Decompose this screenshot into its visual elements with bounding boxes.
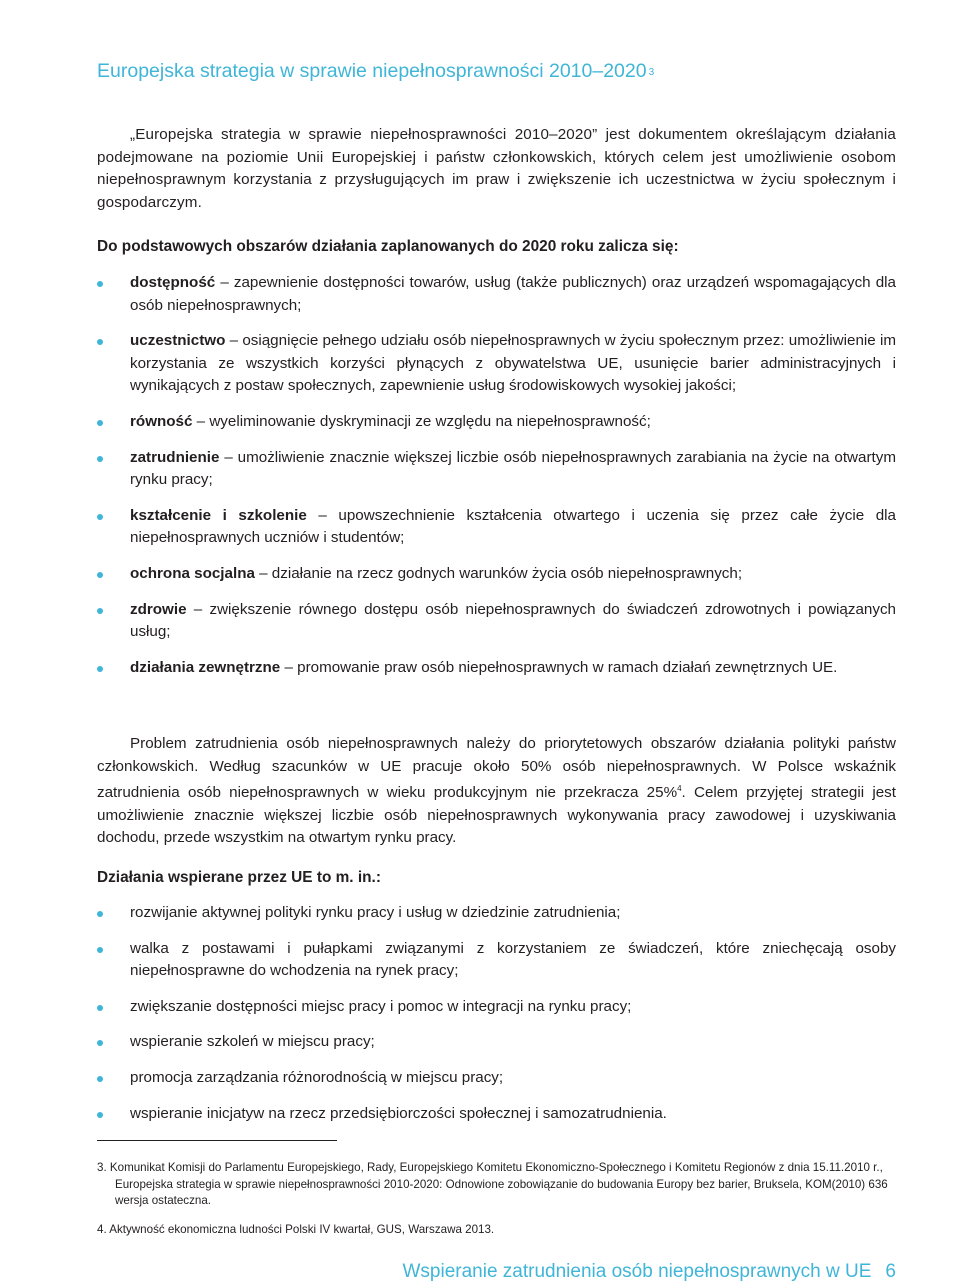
list-item [97,902,896,925]
bullet-icon [97,666,103,672]
bullet-icon [97,947,103,953]
bullet-icon [97,281,103,287]
bullet-icon [97,456,103,462]
page-title-text: Europejska strategia w sprawie niepełnosprawności 2010–2020 [97,60,647,82]
list-item [97,938,896,983]
bullet-icon [97,420,103,426]
employment-paragraph [97,733,896,850]
footnote-4: 4. Aktywność ekonomiczna ludności Polski IV kwartał, GUS, Warszawa 2013. [97,1223,495,1236]
employment-text-part2: . Celem przyjętej strategii jest umożliwienie znacznie większej liczbie osób niepełnosprawnych wykonywania pracy zawodowej i uzyskiwania dochodu, przede wszystkim na otwartym rynku pracy. [97,784,896,847]
bullet-icon [97,1112,103,1118]
area-term: równość [130,412,193,430]
list-item [97,563,896,586]
bullet-icon [97,572,103,578]
area-term: zdrowie [130,600,187,618]
area-term: dostępność [130,274,216,291]
area-desc: – zwiększenie równego dostępu osób niepełnosprawnych do świadczeń zdrowotnych i powiązanych usług; [130,600,896,641]
supported-list [97,902,896,1138]
page-number: 6 [885,1261,896,1282]
footer-title: Wspieranie zatrudnienia osób niepełnosprawnych w UE [402,1261,872,1282]
list-item [97,599,896,644]
supported-item-text: promocja zarządzania różnorodnością w miejscu pracy; [130,1068,504,1086]
area-term: ochrona socjalna [130,564,255,582]
list-item [97,330,896,398]
list-item [97,1031,896,1054]
list-item [97,996,896,1019]
bullet-icon [97,339,103,345]
list-item [97,505,896,550]
area-desc: – wyeliminowanie dyskryminacji ze względu na niepełnosprawność; [192,412,651,430]
list-item [97,1067,896,1090]
area-term: uczestnictwo [130,332,226,350]
area-term: działania zewnętrzne [130,658,281,676]
list-item [97,411,896,434]
area-term: zatrudnienie [130,448,220,466]
area-desc: – zapewnienie dostępności towarów, usług (także publicznych) oraz urządzeń wspomagających dla osób niepełnosprawnych; [130,274,896,314]
intro-paragraph: „Europejska strategia w sprawie niepełnosprawności 2010–2020” jest dokumentem określającym działania podejmowane na poziomie Unii Europejskiej i państw członkowskich, których celem jest umożliwienie osobom niepełnosprawnym korzystania z przysługujących im praw i zwiększenie ich uczestnictwa w życiu społecznym i gospodarczym. [97,126,896,211]
supported-item-text: rozwijanie aktywnej polityki rynku pracy i usług w dziedzinie zatrudnienia; [130,904,621,921]
bullet-icon [97,1005,103,1011]
supported-item-text: wspieranie szkoleń w miejscu pracy; [130,1033,375,1051]
areas-heading: Do podstawowych obszarów działania zaplanowanych do 2020 roku zalicza się: [97,238,679,255]
page-title [97,58,897,84]
areas-list [97,272,896,692]
bullet-icon [97,1040,103,1046]
list-item [97,657,896,680]
area-desc: – umożliwienie znacznie większej liczbie osób niepełnosprawnych zarabiania na życie na otwartym rynku pracy; [130,448,896,489]
footnote-3: 3. Komunikat Komisji do Parlamentu Europejskiego, Rady, Europejskiego Komitetu Ekonomiczno-Społecznego i Komitetu Regionów z dnia 15.11.2010 r., Europejska strategia w sprawie niepełnosprawności 2010-2020: Odnowione zobowiązanie do budowania Europy bez barier, Bruksela, KOM(2010) 636 wersja ostateczna. [97,1161,888,1207]
page-footer [402,1260,896,1284]
supported-item-text: zwiększanie dostępności miejsc pracy i pomoc w integracji na rynku pracy; [130,997,632,1015]
footnote-divider [97,1140,337,1141]
list-item [97,1103,896,1126]
area-term: kształcenie i szkolenie [130,506,307,524]
bullet-icon [97,1076,103,1082]
bullet-icon [97,608,103,614]
area-desc: – działanie na rzecz godnych warunków życia osób niepełnosprawnych; [254,564,743,582]
list-item [97,447,896,492]
supported-item-text: walka z postawami i pułapkami związanymi z korzystaniem ze świadczeń, które zniechęcają osoby niepełnosprawne do wchodzenia na rynek pracy; [130,939,896,980]
employment-text-part1: Problem zatrudnienia osób niepełnosprawnych należy do priorytetowych obszarów działania polityki państw członkowskich. Według szacunków w UE pracuje około 50% osób niepełnosprawnych. W Polsce wskaźnik zatrudnienia osób niepełnosprawnych w wieku produkcyjnym nie przekracza 25% [97,735,896,802]
list-item [97,272,896,317]
area-desc: – osiągnięcie pełnego udziału osób niepełnosprawnych w życiu społecznym przez: umożliwienie im korzystania ze wszystkich korzyści płynących z obywatelstwa UE, usunięcie barier administracyjnych i wynikających z postaw społecznych, zapewnienie usług środowiskowych wysokiej jakości; [130,332,896,395]
supported-item-text: wspieranie inicjatyw na rzecz przedsiębiorczości społecznej i samozatrudnienia. [130,1104,667,1122]
bullet-icon [97,514,103,520]
area-desc: – upowszechnienie kształcenia otwartego i uczenia się przez całe życie dla niepełnosprawnych uczniów i studentów; [130,506,896,547]
area-desc: – promowanie praw osób niepełnosprawnych w ramach działań zewnętrznych UE. [280,658,838,676]
footnote-ref-4: 4 [677,784,682,794]
footnote-ref-3: 3 [648,67,655,78]
bullet-icon [97,911,103,917]
supported-heading: Działania wspierane przez UE to m. in.: [97,869,381,886]
